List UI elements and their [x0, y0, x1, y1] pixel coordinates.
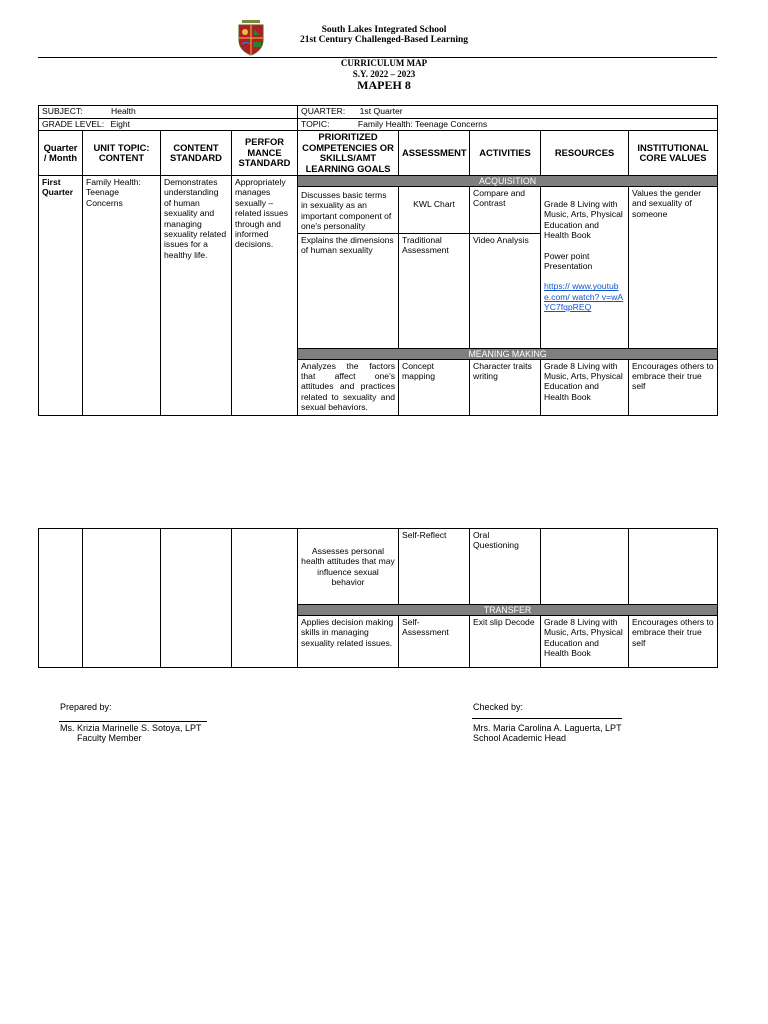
column-header-row	[39, 131, 718, 176]
col-unit-topic: UNIT TOPIC: CONTENT	[83, 131, 161, 176]
col-resources: RESOURCES	[541, 131, 629, 176]
transfer-section-label: TRANSFER	[298, 605, 718, 616]
quarter-month-cell	[39, 529, 83, 668]
activity-cell: Character traits writing	[470, 359, 541, 415]
competency-cell: Applies decision making skills in managing sexuality related issues.	[298, 616, 399, 668]
content-standard-cell	[161, 529, 232, 668]
checked-by-label: Checked by:	[473, 702, 524, 712]
assessment-cell: Self-Assessment	[399, 616, 470, 668]
resources-cell: Grade 8 Living with Music, Arts, Physical Education and Health Book	[541, 616, 629, 668]
grade-value: Eight	[110, 118, 131, 129]
assessment-cell: KWL Chart	[399, 187, 470, 234]
col-activities: ACTIVITIES	[470, 131, 541, 176]
quarter-label: QUARTER:	[301, 106, 346, 116]
grade-label: GRADE LEVEL:	[42, 118, 105, 129]
col-performance-standard: PERFOR MANCE STANDARD	[232, 131, 298, 176]
competency-cell: Assesses personal health attitudes that may influence sexual behavior	[298, 529, 399, 605]
info-row-2	[39, 118, 718, 131]
checked-by-role: School Academic Head	[473, 733, 567, 743]
core-value-cell	[629, 529, 718, 605]
content-standard-cell: Demonstrates understanding of human sexuality and managing sexuality related issues for a healthy life.	[161, 176, 232, 416]
performance-standard-cell: Appropriately manages sexually – related issues through and informed decisions.	[232, 176, 298, 416]
assessment-cell: Self-Reflect	[399, 529, 470, 605]
resources-cell	[541, 529, 629, 605]
activity-cell: Compare and Contrast	[470, 187, 541, 234]
col-content-standard: CONTENT STANDARD	[161, 131, 232, 176]
prepared-by-name: Ms. Krizia Marinelle S. Sotoya, LPT	[60, 723, 202, 733]
core-value-cell: Encourages others to embrace their true self	[629, 359, 718, 415]
assessment-cell: Concept mapping	[399, 359, 470, 415]
resource-book: Grade 8 Living with Music, Arts, Physical Education and Health Book	[544, 199, 623, 241]
col-quarter: Quarter / Month	[39, 131, 83, 176]
resource-ppt: Power point Presentation	[544, 250, 593, 272]
topic-label: TOPIC:	[301, 118, 330, 129]
core-value-cell: Encourages others to embrace their true self	[629, 616, 718, 668]
competency-cell: Analyzes the factors that affect one's attitudes and practices related to sexuality and sexual behaviors.	[298, 359, 399, 415]
curriculum-table-continued	[38, 528, 718, 668]
resource-video-link[interactable]: https:// www.youtube.com/ watch? v=wAYC7fqpREQ	[544, 281, 624, 313]
school-tagline: 21st Century Challenged-Based Learning	[299, 35, 469, 45]
subject-label: SUBJECT:	[42, 106, 83, 116]
unit-topic-cell: Family Health: Teenage Concerns	[83, 176, 161, 416]
topic-value: Family Health: Teenage Concerns	[357, 118, 488, 129]
meaning-making-section-label: MEANING MAKING	[298, 348, 718, 359]
activity-cell: Oral Questioning	[470, 529, 541, 605]
checked-signature-line	[472, 718, 622, 719]
performance-standard-cell	[232, 529, 298, 668]
curriculum-table	[38, 105, 718, 416]
col-core-values: INSTITUTIONAL CORE VALUES	[629, 131, 718, 176]
document-title: CURRICULUM MAP	[340, 58, 428, 68]
competency-cell: Discusses basic terms in sexuality as an important component of one's personality	[298, 187, 399, 234]
resources-cell	[541, 187, 629, 349]
subject-value: Health	[110, 106, 136, 116]
quarter-month-cell: First Quarter	[39, 176, 83, 416]
resources-cell: Grade 8 Living with Music, Arts, Physical Education and Health Book	[541, 359, 629, 415]
col-assessment: ASSESSMENT	[399, 131, 470, 176]
subject-title: MAPEH 8	[357, 78, 411, 92]
unit-topic-cell	[83, 529, 161, 668]
col-competencies: PRIORITIZED COMPETENCIES OR SKILLS/AMT LEARNING GOALS	[298, 131, 399, 176]
prepared-by-role: Faculty Member	[77, 733, 142, 743]
prepared-by-label: Prepared by:	[60, 702, 112, 712]
competency-cell: Explains the dimensions of human sexuality	[298, 233, 399, 348]
activity-cell: Exit slip Decode	[470, 616, 541, 668]
assessment-cell: Traditional Assessment	[399, 233, 470, 348]
prepared-signature-line	[59, 721, 207, 722]
school-name: South Lakes Integrated School	[321, 25, 447, 35]
info-row-1	[39, 106, 718, 119]
table-row	[39, 529, 718, 605]
acquisition-section-label: ACQUISITION	[298, 176, 718, 187]
checked-by-name: Mrs. Maria Carolina A. Laguerta, LPT	[473, 723, 622, 733]
school-year: S.Y. 2022 – 2023	[352, 69, 416, 79]
core-value-cell: Values the gender and sexuality of someone	[629, 187, 718, 349]
acquisition-row	[39, 176, 718, 187]
activity-cell: Video Analysis	[470, 233, 541, 348]
quarter-value: 1st Quarter	[359, 106, 403, 116]
